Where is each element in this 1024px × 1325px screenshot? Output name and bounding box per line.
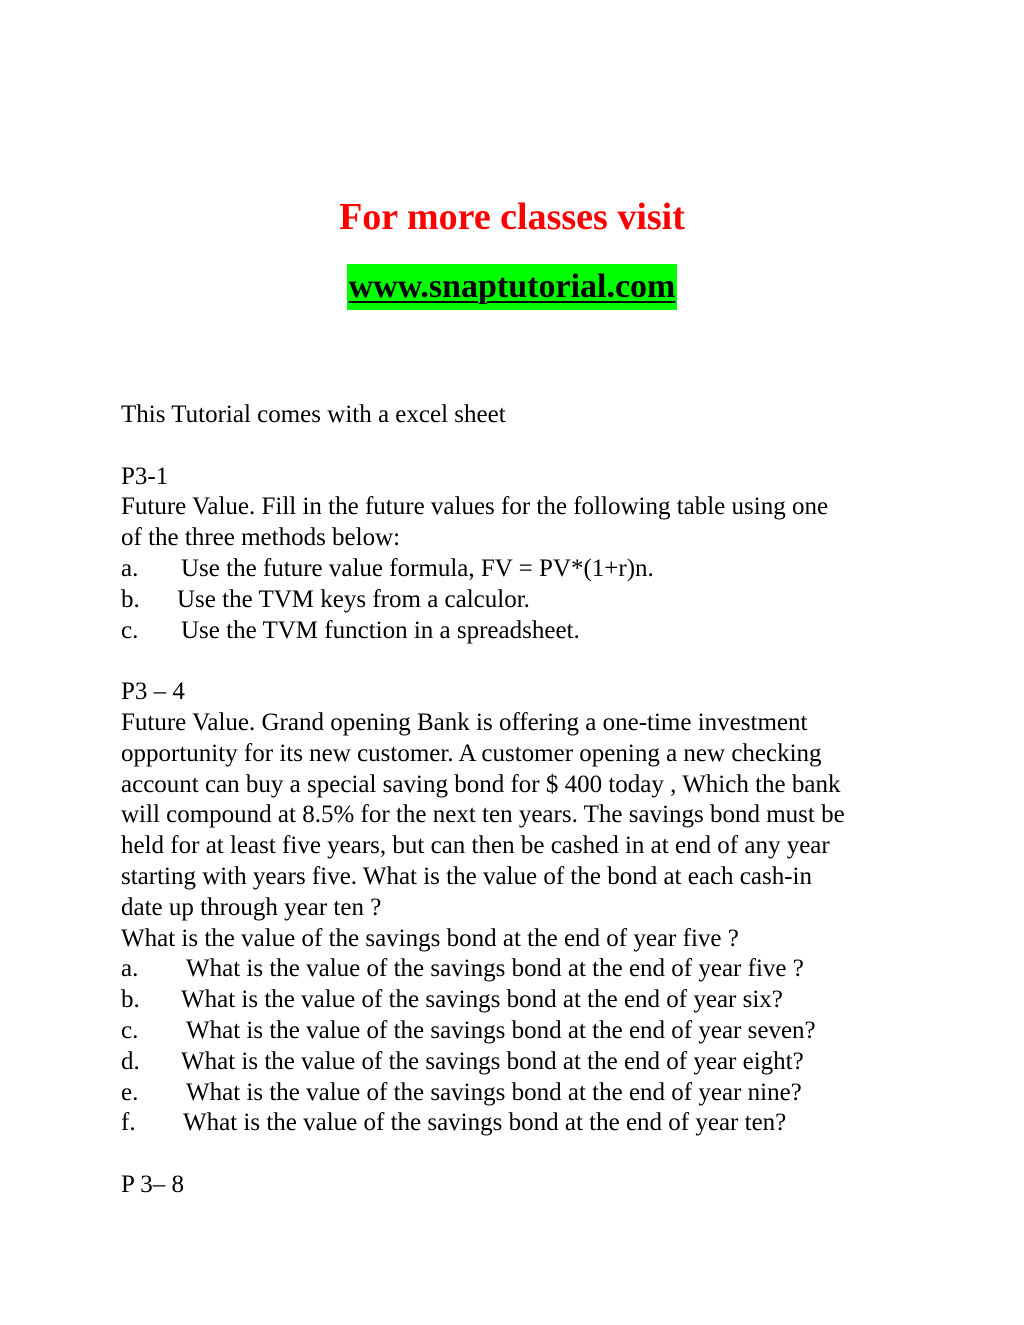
list-item bbox=[121, 1108, 921, 1139]
section-heading-p3-4: P3 – 4 bbox=[121, 678, 185, 706]
list-item-label: e. bbox=[121, 1078, 139, 1106]
paragraph-line: Future Value. Fill in the future values for the following table using one bbox=[121, 493, 829, 521]
list-item bbox=[121, 1016, 921, 1047]
paragraph-line: starting with years five. What is the value of the bond at each cash-in bbox=[121, 862, 812, 890]
intro-text: This Tutorial comes with a excel sheet bbox=[121, 401, 506, 428]
section-heading-p3-1: P3-1 bbox=[121, 462, 169, 490]
promo-link[interactable]: www.snaptutorial.com bbox=[347, 264, 678, 310]
list-item bbox=[121, 954, 921, 985]
list-item-text: What is the value of the savings bond at the end of year nine? bbox=[186, 1078, 802, 1106]
paragraph-line: account can buy a special saving bond for $ 400 today , Which the bank bbox=[121, 770, 841, 798]
list-item-text: Use the future value formula, FV = PV*(1+r)n. bbox=[181, 554, 654, 582]
list-item-label: a. bbox=[121, 955, 139, 983]
document-body bbox=[121, 400, 921, 1201]
paragraph-line: of the three methods below: bbox=[121, 524, 401, 552]
paragraph-line: held for at least five years, but can then be cashed in at end of any year bbox=[121, 832, 830, 860]
list-item-text: What is the value of the savings bond at the end of year ten? bbox=[183, 1109, 787, 1137]
paragraph-line: What is the value of the savings bond at the end of year five ? bbox=[121, 924, 739, 952]
list-item-label: f. bbox=[121, 1109, 136, 1137]
promo-link-wrap bbox=[0, 264, 1024, 310]
list-item-label: d. bbox=[121, 1047, 140, 1075]
paragraph-line: opportunity for its new customer. A customer opening a new checking bbox=[121, 739, 822, 767]
list-item bbox=[121, 554, 921, 585]
promo-heading: For more classes visit bbox=[339, 196, 685, 238]
list-item-text: What is the value of the savings bond at the end of year six? bbox=[181, 986, 783, 1014]
list-item-text: What is the value of the savings bond at the end of year seven? bbox=[186, 1016, 816, 1044]
section-heading-p3-8: P 3– 8 bbox=[121, 1170, 184, 1198]
list-item bbox=[121, 1047, 921, 1078]
paragraph-line: date up through year ten ? bbox=[121, 893, 382, 921]
list-item-text: What is the value of the savings bond at the end of year eight? bbox=[181, 1047, 804, 1075]
list-item-text: Use the TVM keys from a calculor. bbox=[177, 585, 530, 613]
list-item-text: Use the TVM function in a spreadsheet. bbox=[181, 616, 580, 644]
list-item-label: c. bbox=[121, 1016, 139, 1044]
list-item-label: c. bbox=[121, 616, 139, 644]
list-item-label: b. bbox=[121, 986, 140, 1014]
list-item bbox=[121, 1078, 921, 1109]
list-item bbox=[121, 985, 921, 1016]
list-item-label: b. bbox=[121, 585, 140, 613]
list-item bbox=[121, 585, 921, 616]
list-item-text: What is the value of the savings bond at the end of year five ? bbox=[186, 955, 804, 983]
list-item-label: a. bbox=[121, 554, 139, 582]
paragraph-line: Future Value. Grand opening Bank is offering a one-time investment bbox=[121, 708, 808, 736]
paragraph-line: will compound at 8.5% for the next ten years. The savings bond must be bbox=[121, 801, 845, 829]
list-item bbox=[121, 616, 921, 647]
